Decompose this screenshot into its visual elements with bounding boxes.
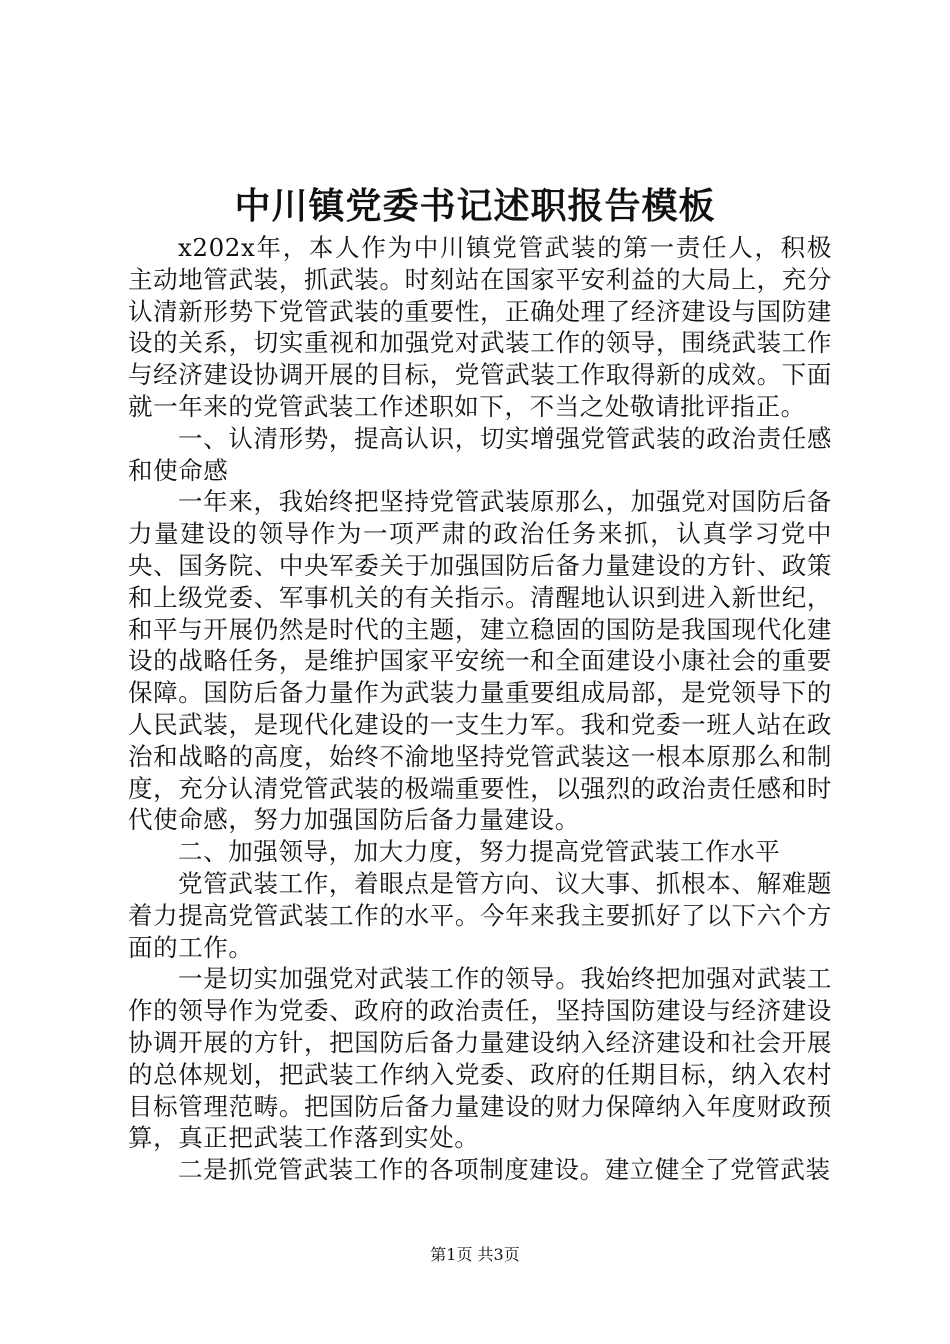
document-body [128, 232, 832, 1186]
paragraph-item-1: 一是切实加强党对武装工作的领导。我始终把加强对武装工作的领导作为党委、政府的政治责任，坚持国防建设与经济建设协调开展的方针，把国防后备力量建设纳入经济建设和社会开展的总体规划，把武装工作纳入党委、政府的任期目标，纳入农村目标管理范畴。把国防后备力量建设的财力保障纳入年度财政预算，真正把武装工作落到实处。 [128, 964, 832, 1153]
document-title: 中川镇党委书记述职报告模板 [234, 185, 716, 227]
paragraph-section-2: 党管武装工作，着眼点是管方向、议大事、抓根本、解难题着力提高党管武装工作的水平。今年来我主要抓好了以下六个方面的工作。 [128, 868, 832, 962]
paragraph-intro: x202x年，本人作为中川镇党管武装的第一责任人，积极主动地管武装，抓武装。时刻站在国家平安利益的大局上，充分认清新形势下党管武装的重要性，正确处理了经济建设与国防建设的关系，切实重视和加强党对武装工作的领导，围绕武装工作与经济建设协调开展的目标，党管武装工作取得新的成效。下面就一年来的党管武装工作述职如下，不当之处敬请批评指正。 [128, 233, 832, 421]
paragraph-item-2: 二是抓党管武装工作的各项制度建设。建立健全了党管武装 [178, 1155, 831, 1185]
page-number-footer: 第1页 共3页 [430, 1245, 520, 1264]
section-heading-2: 二、加强领导，加大力度，努力提高党管武装工作水平 [178, 837, 781, 867]
paragraph-section-1: 一年来，我始终把坚持党管武装原那么，加强党对国防后备力量建设的领导作为一项严肃的政治任务来抓，认真学习党中央、国务院、中央军委关于加强国防后备力量建设的方针、政策和上级党委、军事机关的有关指示。清醒地认识到进入新世纪，和平与开展仍然是时代的主题，建立稳固的国防是我国现代化建设的战略任务，是维护国家平安统一和全面建设小康社会的重要保障。国防后备力量作为武装力量重要组成局部，是党领导下的人民武装，是现代化建设的一支生力军。我和党委一班人站在政治和战略的高度，始终不渝地坚持党管武装这一根本原那么和制度，充分认清党管武装的极端重要性，以强烈的政治责任感和时代使命感，努力加强国防后备力量建设。 [128, 487, 832, 835]
section-heading-1: 一、认清形势，提高认识，切实增强党管武装的政治责任感和使命感 [128, 423, 832, 485]
